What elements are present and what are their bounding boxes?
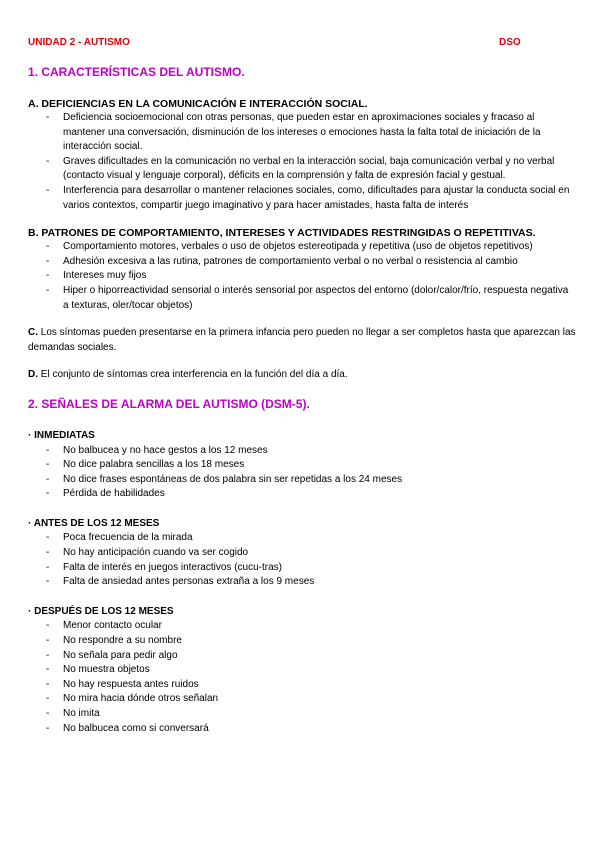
section-c-letter: C.	[28, 327, 38, 339]
author-initials: DSO	[499, 37, 521, 48]
list-item: - Intereses muy fijos	[63, 269, 576, 284]
list-item: - No dice frases espontáneas de dos palabra sin ser repetidas a los 24 meses	[63, 473, 576, 488]
list-item: - No respondre a su nombre	[63, 634, 576, 649]
list-item: - No señala para pedir algo	[63, 649, 576, 664]
list-item: - No muestra objetos	[63, 663, 576, 678]
group-immediate-list	[28, 444, 576, 502]
section-c-paragraph	[28, 326, 576, 355]
section-c-text: Los síntomas pueden presentarse en la primera infancia pero pueden no llegar a ser completos hasta que aparezcan las demandas sociales.	[28, 327, 576, 353]
list-item: - No balbucea y no hace gestos a los 12 meses	[63, 444, 576, 459]
section-b-list	[28, 240, 576, 313]
section-b-title: B. PATRONES DE COMPORTAMIENTO, INTERESES Y ACTIVIDADES RESTRINGIDAS O REPETITIVAS.	[28, 227, 536, 240]
list-item: - Falta de ansiedad antes personas extraña a los 9 meses	[63, 575, 576, 590]
list-item: - Graves dificultades en la comunicación no verbal en la interacción social, baja comunicación verbal y no verbal (contacto visual y lenguaje corporal), déficits en la comprensión y falta de expresión facial y gestual.	[63, 155, 576, 184]
group-before-12-list	[28, 531, 576, 589]
list-item: - Poca frecuencia de la mirada	[63, 531, 576, 546]
list-item: - No dice palabra sencillas a los 18 meses	[63, 458, 576, 473]
list-item: - Deficiencia socioemocional con otras personas, que pueden estar en aproximaciones sociales y fracaso al mantener una conversación, disminución de los intereses o emociones hasta la falta total de iniciación de la interacción social.	[63, 111, 576, 155]
section-a-list	[28, 111, 576, 213]
group-before-12-title: · ANTES DE LOS 12 MESES	[28, 517, 160, 529]
list-item: - Menor contacto ocular	[63, 619, 576, 634]
list-item: - Interferencia para desarrollar o mantener relaciones sociales, como, dificultades para ajustar la conducta social en varios contextos, compartir juego imaginativo y para hacer amistades, hasta falta de interés	[63, 184, 576, 213]
section-d-paragraph	[28, 368, 576, 383]
section-d-letter: D.	[28, 369, 38, 381]
list-item: - Comportamiento motores, verbales o uso de objetos estereotipada y repetitiva (uso de objetos repetitivos)	[63, 240, 576, 255]
document-body	[28, 64, 576, 736]
page-header	[28, 37, 572, 51]
section-a-title: A. DEFICIENCIAS EN LA COMUNICACIÓN E INTERACCIÓN SOCIAL.	[28, 98, 368, 110]
group-after-12-title: · DESPUÉS DE LOS 12 MESES	[28, 605, 174, 617]
section-2-title: 2. SEÑALES DE ALARMA DEL AUTISMO (DSM-5).	[28, 396, 310, 411]
list-item: - No balbucea como si conversará	[63, 722, 576, 737]
list-item: - Pérdida de habilidades	[63, 487, 576, 502]
list-item: - No mira hacia dónde otros señalan	[63, 692, 576, 707]
list-item: - Adhesión excesiva a las rutina, patrones de comportamiento verbal o no verbal o resistencia al cambio	[63, 255, 576, 270]
group-after-12-list	[28, 619, 576, 736]
section-d-text: El conjunto de síntomas crea interferencia en la función del día a día.	[38, 369, 348, 381]
unit-title: UNIDAD 2 - AUTISMO	[28, 37, 130, 48]
section-1-title: 1. CARACTERÍSTICAS DEL AUTISMO.	[28, 65, 245, 79]
list-item: - Hiper o hiporreactividad sensorial o interés sensorial por aspectos del entorno (dolor/calor/frío, respuesta negativa a texturas, oler/tocar objetos)	[63, 284, 576, 313]
list-item: - No imita	[63, 707, 576, 722]
group-immediate-title: · INMEDIATAS	[28, 429, 95, 441]
list-item: - Falta de interés en juegos interactivos (cucu-tras)	[63, 561, 576, 576]
list-item: - No hay anticipación cuando va ser cogido	[63, 546, 576, 561]
list-item: - No hay respuesta antes ruidos	[63, 678, 576, 693]
